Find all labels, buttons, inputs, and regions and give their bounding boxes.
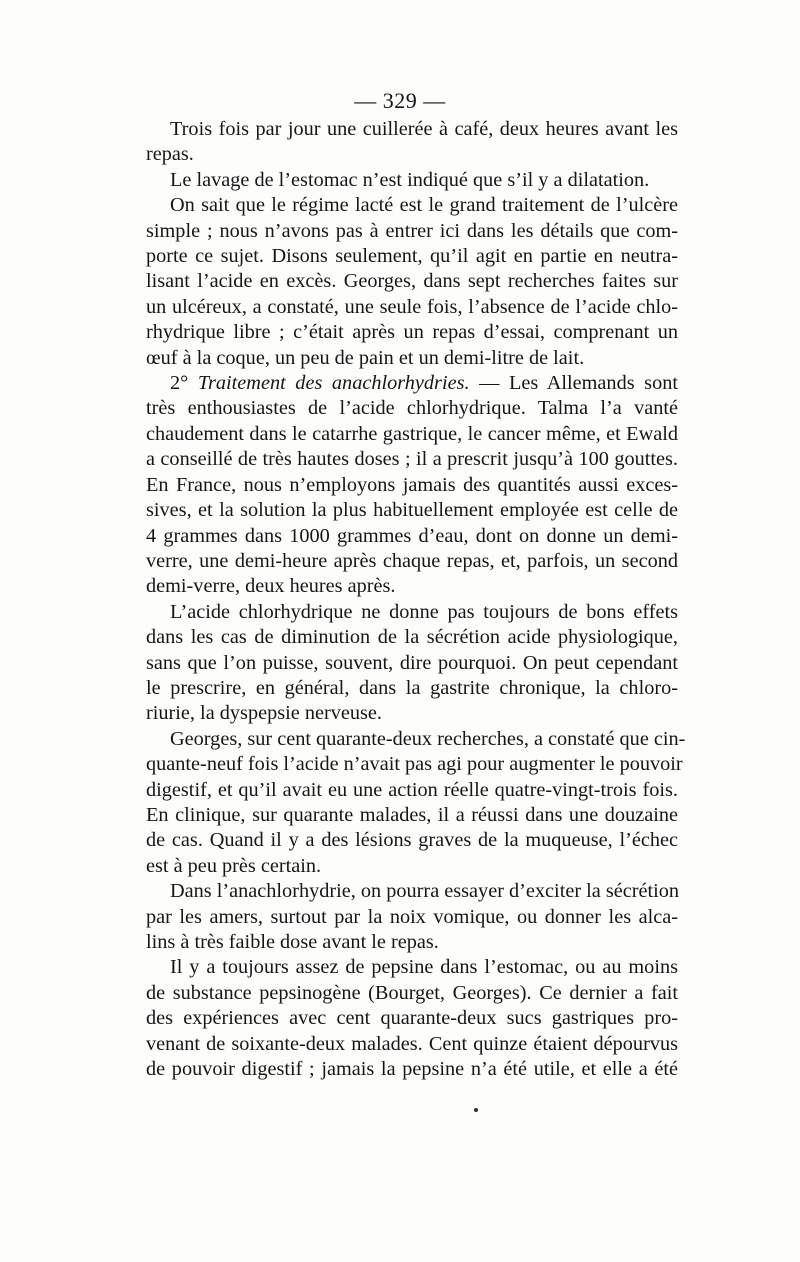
paragraph xyxy=(122,600,678,727)
section-title: Traitement des anachlorhydries. xyxy=(197,372,470,395)
section-heading-line xyxy=(122,371,678,396)
text-line: demi-verre, deux heures après. xyxy=(146,575,396,598)
text-line: est à peu près certain. xyxy=(146,854,322,877)
text-line: venant de soixante-deux malades. Cent quinze étaient dépourvus xyxy=(146,1032,678,1055)
text-line: — Les Allemands sont xyxy=(479,372,678,395)
text-line: Trois fois par jour une cuillerée à café, deux heures avant les xyxy=(170,118,678,140)
text-line: rhydrique libre ; c’était après un repas d’essai, comprenant un xyxy=(146,321,678,344)
section-number: 2° xyxy=(170,372,189,395)
text-line: a conseillé de très hautes doses ; il a prescrit jusqu’à 100 gouttes. xyxy=(146,448,678,471)
paragraph xyxy=(122,727,686,879)
paragraph xyxy=(122,168,678,193)
text-line: repas. xyxy=(146,143,194,166)
text-line: On sait que le régime lacté est le grand traitement de l’ulcère xyxy=(170,194,678,217)
text-line: œuf à la coque, un peu de pain et un demi-litre de lait. xyxy=(146,346,585,369)
text-line: En clinique, sur quarante malades, il a réussi dans une douzaine xyxy=(146,803,678,826)
text-line: très enthousiastes de l’acide chlorhydrique. Talma l’a vanté xyxy=(146,397,678,420)
page-number: — 329 — xyxy=(354,88,446,113)
text-line: simple ; nous n’avons pas à entrer ici dans les détails que com- xyxy=(146,219,678,242)
text-line: sans que l’on puisse, souvent, dire pourquoi. On peut cependant xyxy=(146,651,678,674)
text-line: lisant l’acide en excès. Georges, dans sept recherches faites sur xyxy=(146,270,678,293)
text-line: dans les cas de diminution de la sécrétion acide physiologique, xyxy=(146,626,678,649)
paragraph xyxy=(122,117,678,168)
text-line: quante-neuf fois l’acide n’avait pas agi pour augmenter le pouvoir xyxy=(146,753,683,776)
text-line: par les amers, surtout par la noix vomique, ou donner les alca- xyxy=(146,905,678,928)
text-line: Georges, sur cent quarante-deux recherches, a constaté que cin- xyxy=(170,727,686,750)
text-line: En France, nous n’employons jamais des quantités aussi exces- xyxy=(146,473,678,496)
text-line: chaudement dans le catarrhe gastrique, le cancer même, et Ewald xyxy=(146,422,678,445)
text-line: le prescrire, en général, dans la gastrite chronique, la chloro- xyxy=(146,676,678,699)
text-line: des expériences avec cent quarante-deux sucs gastriques pro- xyxy=(146,1007,678,1030)
text-line: de pouvoir digestif ; jamais la pepsine n’a été utile, et elle a été xyxy=(146,1058,678,1081)
text-line: Dans l’anachlorhydrie, on pourra essayer d’exciter la sécrétion xyxy=(170,880,680,903)
text-line: un ulcéreux, a constaté, une seule fois, l’absence de l’acide chlo- xyxy=(146,295,678,318)
text-line: Il y a toujours assez de pepsine dans l’estomac, ou au moins xyxy=(170,956,678,979)
section-paragraph xyxy=(122,371,678,600)
text-line: Le lavage de l’estomac n’est indiqué que s’il y a dilatation. xyxy=(170,168,650,191)
text-line: riurie, la dyspepsie nerveuse. xyxy=(146,702,382,725)
text-line: digestif, et qu’il avait eu une action réelle quatre-vingt-trois fois. xyxy=(146,778,678,801)
text-line: lins à très faible dose avant le repas. xyxy=(146,931,439,953)
text-line: 4 grammes dans 1000 grammes d’eau, dont on donne un demi- xyxy=(146,524,678,547)
text-line: sives, et la solution la plus habituellement employée est celle de xyxy=(146,499,678,522)
ink-speck xyxy=(474,1108,478,1112)
paragraph xyxy=(122,879,678,955)
text-line: de substance pepsinogène (Bourget, Georges). Ce dernier a fait xyxy=(146,981,678,1004)
text-line: verre, une demi-heure après chaque repas, et, parfois, un second xyxy=(146,549,678,572)
body-text xyxy=(122,117,686,1082)
text-line: L’acide chlorhydrique ne donne pas toujours de bons effets xyxy=(170,600,678,623)
text-line: porte ce sujet. Disons seulement, qu’il agit en partie en neutra- xyxy=(146,245,678,268)
paragraph xyxy=(122,193,678,371)
paragraph xyxy=(122,955,678,1082)
text-line: de cas. Quand il y a des lésions graves de la muqueuse, l’échec xyxy=(146,829,678,852)
